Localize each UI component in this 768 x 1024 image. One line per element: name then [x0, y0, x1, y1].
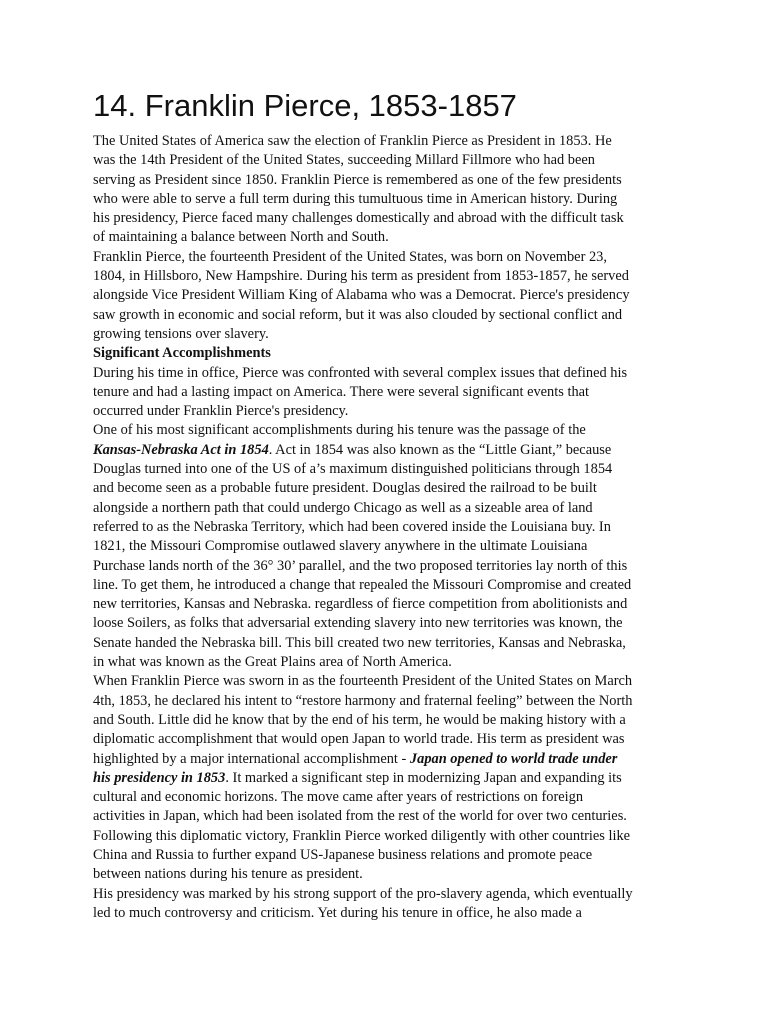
text-line: [93, 692, 683, 711]
text-run: When Franklin Pierce was sworn in as the fourteenth President of the United States on March: [93, 673, 633, 690]
text-line: [93, 865, 683, 884]
text-run: cultural and economic horizons. The move came after years of restrictions on foreign: [93, 789, 584, 806]
text-run: The United States of America saw the election of Franklin Pierce as President in 1853. He: [93, 133, 612, 149]
page-title: 14. Franklin Pierce, 1853-1857: [93, 88, 517, 123]
text-line: [93, 807, 683, 826]
text-run: During his time in office, Pierce was confronted with several complex issues that defined his: [93, 364, 628, 381]
text-run: saw growth in economic and social reform, but it was also clouded by sectional conflict and: [93, 306, 623, 323]
text-run: alongside Vice President William King of Alabama who was a Democrat. Pierce's presidency: [93, 287, 630, 304]
text-run: who were able to serve a full term during this tumultuous time in American history. During: [93, 190, 618, 207]
text-run: line. To get them, he introduced a change that repealed the Missouri Compromise and created: [93, 576, 632, 593]
text-line: [93, 306, 683, 325]
text-run: Douglas turned into one of the US of a’s maximum distinguished politicians through 1854: [93, 461, 613, 478]
text-line: [93, 750, 683, 769]
emphasized-text: his presidency in 1853: [93, 769, 226, 786]
text-run: Following this diplomatic victory, Franklin Pierce worked diligently with other countries like: [93, 827, 631, 844]
text-line: [93, 132, 683, 151]
text-line: [93, 711, 683, 730]
text-line: [93, 904, 683, 923]
text-line: [93, 576, 683, 595]
text-run: serving as President since 1850. Franklin Pierce is remembered as one of the few presidents: [93, 171, 622, 188]
text-run: activities in Japan, which had been isolated from the rest of the world for over two centuries.: [93, 808, 627, 825]
text-line: [93, 557, 683, 576]
text-line: [93, 672, 683, 691]
text-line: [93, 788, 683, 807]
text-line: [93, 267, 683, 286]
text-run: . It marked a significant step in modernizing Japan and expanding its: [225, 769, 622, 786]
text-run: new territories, Kansas and Nebraska. regardless of fierce competition from abolitionists and: [93, 596, 628, 613]
text-line: [93, 827, 683, 846]
text-run: highlighted by a major international accomplishment -: [93, 750, 410, 767]
text-run: and South. Little did he know that by the end of his term, he would be making history with a: [93, 711, 626, 728]
text-line: [93, 402, 683, 421]
text-line: [93, 460, 683, 479]
text-run: led to much controversy and criticism. Yet during his tenure in office, he also made a: [93, 904, 582, 921]
text-run: 4th, 1853, he declared his intent to “restore harmony and fraternal feeling” between the North: [93, 692, 633, 709]
text-run: referred to as the Nebraska Territory, which had been covered inside the Louisiana buy. In: [93, 518, 611, 535]
text-line: [93, 383, 683, 402]
text-line: [93, 518, 683, 537]
emphasized-text: Kansas-Nebraska Act in 1854: [93, 441, 269, 458]
text-run: 1821, the Missouri Compromise outlawed slavery anywhere in the ultimate Louisiana: [93, 538, 588, 555]
text-line: [93, 653, 683, 672]
text-run: his presidency, Pierce faced many challenges domestically and abroad with the difficult task: [93, 210, 624, 227]
text-line: [93, 364, 683, 383]
text-run: alongside a northern path that could undergo Chicago as well as a sizeable area of land: [93, 499, 593, 516]
text-line: [93, 441, 683, 460]
text-line: [93, 537, 683, 556]
text-run: between nations during his tenure as president.: [93, 866, 363, 883]
text-run: Senate handed the Nebraska bill. This bill created two new territories, Kansas and Nebraska,: [93, 634, 626, 651]
text-run: Franklin Pierce, the fourteenth President of the United States, was born on November 23,: [93, 248, 607, 265]
text-line: [93, 325, 683, 344]
text-run: His presidency was marked by his strong support of the pro-slavery agenda, which eventually: [93, 885, 633, 902]
text-line: [93, 421, 683, 440]
emphasized-text: Significant Accomplishments: [93, 345, 271, 362]
text-line: [93, 769, 683, 788]
text-run: in what was known as the Great Plains area of North America.: [93, 654, 452, 671]
text-run: loose Soilers, as folks that adversarial extending slavery into new territories was known, the: [93, 615, 623, 632]
text-line: [93, 248, 683, 267]
text-line: [93, 209, 683, 228]
text-run: China and Russia to further expand US-Japanese business relations and promote peace: [93, 846, 593, 863]
text-line: [93, 171, 683, 190]
text-run: . Act in 1854 was also known as the “Little Giant,” because: [268, 441, 612, 458]
emphasized-text: Japan opened to world trade under: [409, 750, 618, 767]
text-run: diplomatic accomplishment that would open Japan to world trade. His term as president was: [93, 731, 625, 748]
text-line: [93, 595, 683, 614]
text-line: [93, 499, 683, 518]
text-line: [93, 614, 683, 633]
text-run: One of his most significant accomplishments during his tenure was the passage of the: [93, 422, 586, 439]
text-line: [93, 286, 683, 305]
text-run: and become seen as a probable future president. Douglas desired the railroad to be built: [93, 480, 597, 497]
text-run: growing tensions over slavery.: [93, 325, 269, 342]
text-run: Purchase lands north of the 36° 30’ parallel, and the two proposed territories lay north of this: [93, 557, 628, 574]
text-line: [93, 846, 683, 865]
text-line: [93, 885, 683, 904]
text-line: [93, 190, 683, 209]
text-run: of maintaining a balance between North and South.: [93, 229, 389, 246]
text-line: [93, 730, 683, 749]
text-run: tenure and had a lasting impact on America. There were several significant events that: [93, 383, 590, 400]
text-run: was the 14th President of the United States, succeeding Millard Fillmore who had been: [93, 152, 595, 169]
text-line: [93, 151, 683, 170]
text-run: 1804, in Hillsboro, New Hampshire. During his term as president from 1853-1857, he served: [93, 268, 629, 285]
text-line: [93, 634, 683, 653]
text-line: [93, 479, 683, 498]
document-body: [93, 132, 683, 923]
text-line: [93, 344, 683, 363]
text-run: occurred under Franklin Pierce's presidency.: [93, 403, 349, 420]
text-line: [93, 228, 683, 247]
